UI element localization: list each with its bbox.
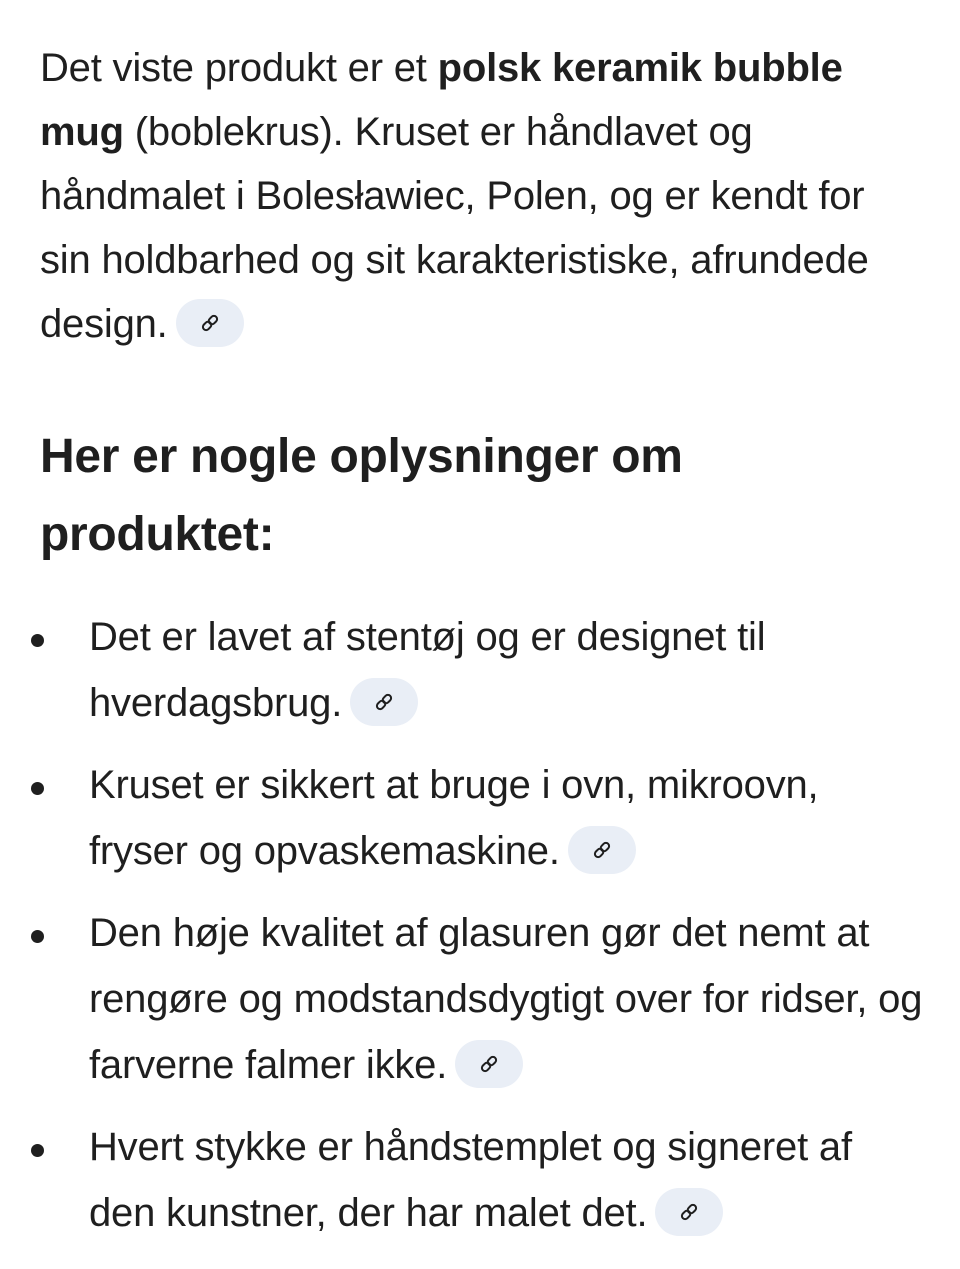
intro-text-before: Det viste produkt er et [40,46,438,90]
section-heading: Her er nogle oplysninger om produktet: [40,430,683,561]
response-content [40,36,925,1262]
citation-chip[interactable] [568,826,636,874]
bullet-icon [31,634,44,647]
list-item [40,900,925,1098]
link-icon [478,1053,500,1075]
citation-chip[interactable] [455,1040,523,1088]
intro-text-after: (boblekrus). Kruset er håndlavet og håndmalet i Bolesławiec, Polen, og er kendt for sin holdbarhed og sit karakteristiske, afrundede design. [40,110,869,346]
bullet-icon [31,930,44,943]
link-icon [591,839,613,861]
list-item-text: Hvert stykke er håndstemplet og signeret af den kunstner, der har malet det. [89,1125,852,1235]
link-icon [199,312,221,334]
bullet-icon [31,782,44,795]
citation-chip[interactable] [350,678,418,726]
bullet-icon [31,1144,44,1157]
list-item-text: Den høje kvalitet af glasuren gør det nemt at rengøre og modstandsdygtigt over for ridser, og farverne falmer ikke. [89,911,923,1087]
intro-paragraph [40,36,925,356]
list-item [40,604,925,736]
info-list [40,604,925,1246]
product-name: polsk keramik bubble mug [40,46,843,154]
list-item [40,1114,925,1246]
link-icon [373,691,395,713]
list-item-text: Det er lavet af stentøj og er designet til hverdagsbrug. [89,615,766,725]
list-item [40,752,925,884]
citation-chip[interactable] [655,1188,723,1236]
citation-chip[interactable] [176,299,244,347]
list-item-text: Kruset er sikkert at bruge i ovn, mikroovn, fryser og opvaskemaskine. [89,763,819,873]
link-icon [678,1201,700,1223]
